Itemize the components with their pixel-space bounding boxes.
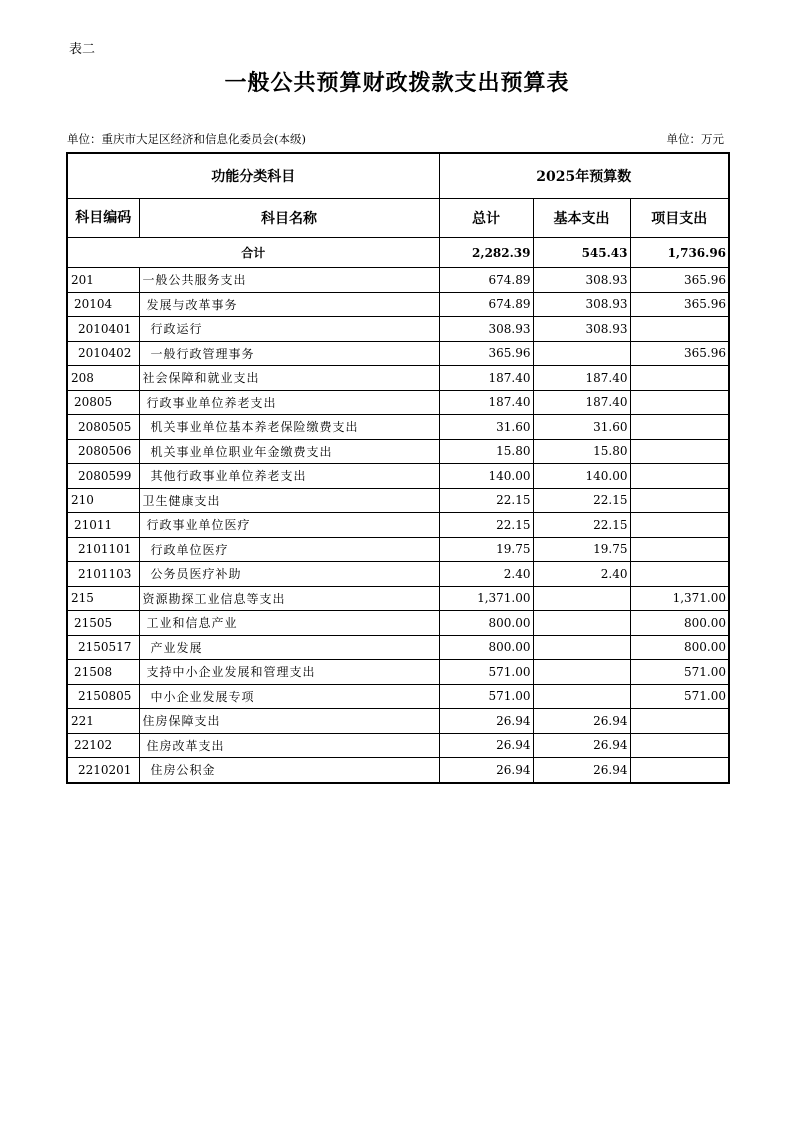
table-row — [67, 733, 729, 758]
row-project — [630, 464, 729, 489]
header-row-columns — [67, 199, 729, 238]
name-column-header: 科目名称 — [139, 199, 439, 238]
row-project — [630, 488, 729, 513]
totals-row — [67, 238, 729, 268]
row-code: 221 — [67, 709, 139, 734]
row-code: 21011 — [67, 513, 139, 538]
table-row — [67, 488, 729, 513]
row-name: 其他行政事业单位养老支出 — [139, 464, 439, 489]
row-total: 22.15 — [439, 488, 533, 513]
row-total: 2.40 — [439, 562, 533, 587]
table-row — [67, 562, 729, 587]
table-row — [67, 709, 729, 734]
row-project — [630, 709, 729, 734]
table-row — [67, 268, 729, 293]
row-code: 22102 — [67, 733, 139, 758]
row-project — [630, 366, 729, 391]
row-total: 1,371.00 — [439, 586, 533, 611]
total-column-header: 总计 — [439, 199, 533, 238]
row-project: 571.00 — [630, 660, 729, 685]
row-total: 674.89 — [439, 292, 533, 317]
row-name: 资源勘探工业信息等支出 — [139, 586, 439, 611]
row-total: 800.00 — [439, 611, 533, 636]
row-basic — [533, 635, 630, 660]
row-name: 机关事业单位基本养老保险缴费支出 — [139, 415, 439, 440]
row-project — [630, 317, 729, 342]
organization-unit-label: 单位：重庆市大足区经济和信息化委员会(本级) — [67, 132, 306, 146]
row-code: 201 — [67, 268, 139, 293]
row-code: 2150517 — [67, 635, 139, 660]
table-row — [67, 758, 729, 783]
row-basic: 140.00 — [533, 464, 630, 489]
row-name: 支持中小企业发展和管理支出 — [139, 660, 439, 685]
table-row — [67, 464, 729, 489]
table-number-label: 表二 — [69, 42, 96, 57]
row-total: 140.00 — [439, 464, 533, 489]
row-total: 365.96 — [439, 341, 533, 366]
row-total: 26.94 — [439, 758, 533, 783]
row-basic — [533, 660, 630, 685]
row-total: 26.94 — [439, 709, 533, 734]
budget-table — [66, 152, 730, 784]
row-basic: 15.80 — [533, 439, 630, 464]
row-project: 571.00 — [630, 684, 729, 709]
row-code: 2101103 — [67, 562, 139, 587]
row-project: 365.96 — [630, 292, 729, 317]
row-code: 208 — [67, 366, 139, 391]
row-name: 一般公共服务支出 — [139, 268, 439, 293]
row-code: 21508 — [67, 660, 139, 685]
row-name: 社会保障和就业支出 — [139, 366, 439, 391]
row-project: 1,371.00 — [630, 586, 729, 611]
row-total: 800.00 — [439, 635, 533, 660]
row-project: 365.96 — [630, 268, 729, 293]
row-basic: 308.93 — [533, 268, 630, 293]
basic-column-header: 基本支出 — [533, 199, 630, 238]
row-code: 2010401 — [67, 317, 139, 342]
table-row — [67, 684, 729, 709]
row-total: 22.15 — [439, 513, 533, 538]
row-total: 571.00 — [439, 660, 533, 685]
row-basic — [533, 684, 630, 709]
table-row — [67, 317, 729, 342]
row-basic — [533, 341, 630, 366]
row-total: 187.40 — [439, 366, 533, 391]
totals-label: 合计 — [67, 238, 439, 268]
table-row — [67, 415, 729, 440]
table-row — [67, 586, 729, 611]
table-row — [67, 513, 729, 538]
row-name: 机关事业单位职业年金缴费支出 — [139, 439, 439, 464]
row-code: 2150805 — [67, 684, 139, 709]
row-total: 31.60 — [439, 415, 533, 440]
page-title: 一般公共预算财政拨款支出预算表 — [224, 70, 570, 96]
table-row — [67, 611, 729, 636]
row-basic: 26.94 — [533, 758, 630, 783]
row-basic: 26.94 — [533, 733, 630, 758]
row-project: 800.00 — [630, 611, 729, 636]
row-code: 20805 — [67, 390, 139, 415]
project-column-header: 项目支出 — [630, 199, 729, 238]
row-name: 产业发展 — [139, 635, 439, 660]
row-name: 行政事业单位医疗 — [139, 513, 439, 538]
row-name: 行政单位医疗 — [139, 537, 439, 562]
row-total: 674.89 — [439, 268, 533, 293]
func-class-header: 功能分类科目 — [67, 153, 439, 199]
currency-unit-label: 单位：万元 — [666, 132, 724, 146]
row-project — [630, 537, 729, 562]
row-name: 发展与改革事务 — [139, 292, 439, 317]
row-name: 住房改革支出 — [139, 733, 439, 758]
table-row — [67, 341, 729, 366]
row-name: 住房保障支出 — [139, 709, 439, 734]
row-basic: 22.15 — [533, 513, 630, 538]
row-name: 一般行政管理事务 — [139, 341, 439, 366]
row-code: 2101101 — [67, 537, 139, 562]
row-code: 20104 — [67, 292, 139, 317]
row-total: 571.00 — [439, 684, 533, 709]
table-row — [67, 439, 729, 464]
row-code: 2210201 — [67, 758, 139, 783]
row-total: 187.40 — [439, 390, 533, 415]
row-basic: 31.60 — [533, 415, 630, 440]
row-project — [630, 513, 729, 538]
totals-total: 2,282.39 — [439, 238, 533, 268]
row-code: 2080506 — [67, 439, 139, 464]
code-column-header: 科目编码 — [67, 199, 139, 238]
table-row — [67, 390, 729, 415]
row-project — [630, 390, 729, 415]
row-total: 15.80 — [439, 439, 533, 464]
row-basic: 2.40 — [533, 562, 630, 587]
row-project — [630, 758, 729, 783]
row-project: 365.96 — [630, 341, 729, 366]
row-basic: 26.94 — [533, 709, 630, 734]
row-project — [630, 733, 729, 758]
row-code: 2080505 — [67, 415, 139, 440]
table-row — [67, 537, 729, 562]
row-code: 215 — [67, 586, 139, 611]
row-project — [630, 415, 729, 440]
row-total: 19.75 — [439, 537, 533, 562]
row-name: 公务员医疗补助 — [139, 562, 439, 587]
table-row — [67, 292, 729, 317]
table-row — [67, 635, 729, 660]
row-total: 308.93 — [439, 317, 533, 342]
row-code: 2010402 — [67, 341, 139, 366]
budget-year-header: 2025年预算数 — [439, 153, 729, 199]
row-basic: 22.15 — [533, 488, 630, 513]
row-total: 26.94 — [439, 733, 533, 758]
row-project — [630, 439, 729, 464]
row-name: 工业和信息产业 — [139, 611, 439, 636]
row-basic — [533, 611, 630, 636]
header-row-top — [67, 153, 729, 199]
row-name: 卫生健康支出 — [139, 488, 439, 513]
row-basic: 187.40 — [533, 390, 630, 415]
row-name: 中小企业发展专项 — [139, 684, 439, 709]
row-basic: 308.93 — [533, 317, 630, 342]
table-row — [67, 366, 729, 391]
row-name: 行政事业单位养老支出 — [139, 390, 439, 415]
row-code: 21505 — [67, 611, 139, 636]
totals-basic: 545.43 — [533, 238, 630, 268]
row-code: 2080599 — [67, 464, 139, 489]
row-name: 行政运行 — [139, 317, 439, 342]
row-project: 800.00 — [630, 635, 729, 660]
row-project — [630, 562, 729, 587]
row-name: 住房公积金 — [139, 758, 439, 783]
totals-project: 1,736.96 — [630, 238, 729, 268]
row-basic: 308.93 — [533, 292, 630, 317]
row-code: 210 — [67, 488, 139, 513]
row-basic: 19.75 — [533, 537, 630, 562]
table-row — [67, 660, 729, 685]
row-basic — [533, 586, 630, 611]
row-basic: 187.40 — [533, 366, 630, 391]
